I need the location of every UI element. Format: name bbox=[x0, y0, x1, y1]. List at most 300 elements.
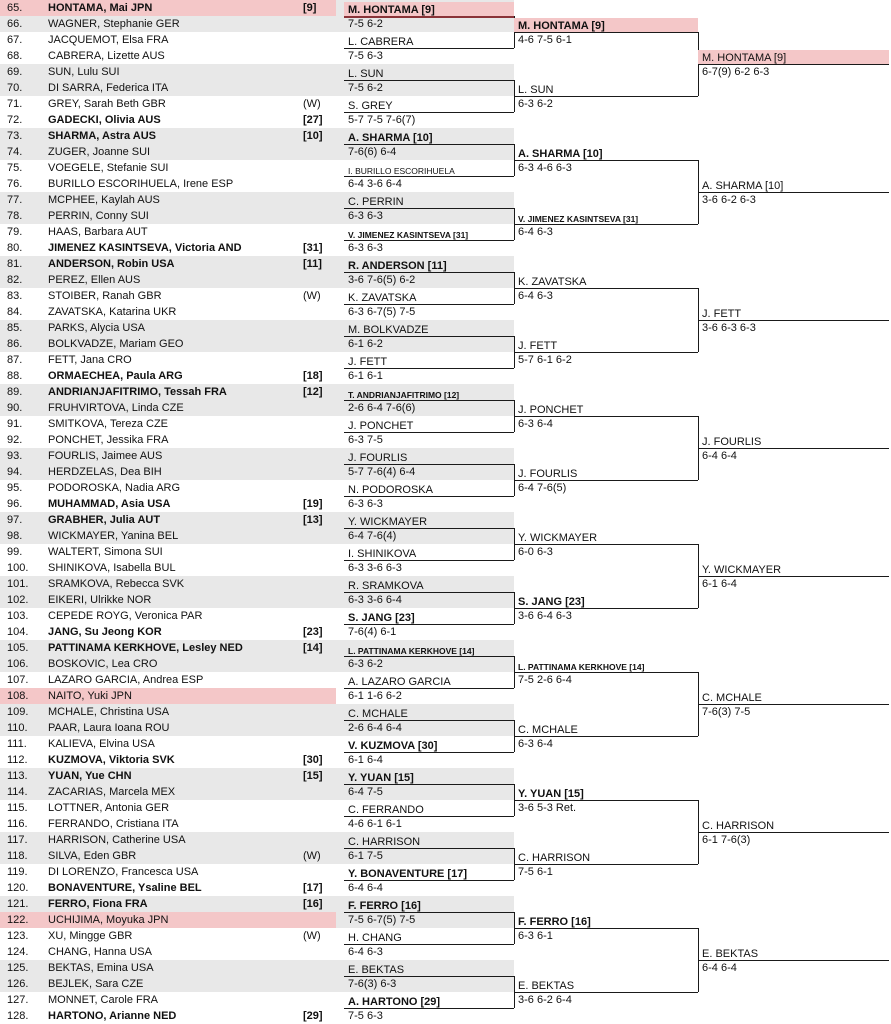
player-name: ZAVATSKA, Katarina UKR bbox=[48, 306, 177, 318]
player-row bbox=[0, 848, 514, 864]
player-name: LOTTNER, Antonia GER bbox=[48, 802, 170, 814]
player-name: PAAR, Laura Ioana ROU bbox=[48, 722, 170, 734]
winner-name: J. FETT bbox=[518, 340, 558, 352]
player-seed: [12] bbox=[303, 386, 323, 398]
round1-winner bbox=[344, 994, 514, 1009]
round1-winner bbox=[344, 578, 514, 593]
player-name: DI LORENZO, Francesca USA bbox=[48, 866, 199, 878]
player-row bbox=[0, 80, 514, 96]
player-number: 112. bbox=[7, 754, 28, 766]
match-score: 6-1 7-6(3) bbox=[702, 834, 751, 846]
player-number: 81. bbox=[7, 258, 23, 270]
player-number: 88. bbox=[7, 370, 23, 382]
round3-winner bbox=[698, 818, 889, 833]
player-row bbox=[0, 496, 514, 512]
player-name: PATTINAMA KERKHOVE, Lesley NED bbox=[48, 642, 243, 654]
match-score: 6-3 6-2 bbox=[518, 98, 553, 110]
player-seed: [13] bbox=[303, 514, 323, 526]
player-seed: [14] bbox=[303, 642, 323, 654]
winner-name: L. CABRERA bbox=[348, 36, 414, 48]
player-name: PODOROSKA, Nadia ARG bbox=[48, 482, 181, 494]
player-name: STOIBER, Ranah GBR bbox=[48, 290, 162, 302]
player-seed: [23] bbox=[303, 626, 323, 638]
winner-name: V. JIMENEZ KASINTSEVA [31] bbox=[518, 214, 639, 224]
match-score: 7-5 6-3 bbox=[348, 1010, 383, 1022]
player-row bbox=[0, 752, 514, 768]
match-score: 6-1 7-5 bbox=[348, 850, 383, 862]
player-number: 89. bbox=[7, 386, 23, 398]
player-number: 103. bbox=[7, 610, 29, 622]
match-score: 7-6(4) 6-1 bbox=[348, 626, 397, 638]
player-seed: [27] bbox=[303, 114, 323, 126]
winner-name: F. FERRO [16] bbox=[348, 900, 421, 912]
winner-name: J. PONCHET bbox=[518, 404, 584, 416]
match-score: 7-5 6-2 bbox=[348, 82, 383, 94]
winner-name: C. HARRISON bbox=[702, 820, 775, 832]
player-wildcard: (W) bbox=[303, 930, 321, 942]
player-name: JIMENEZ KASINTSEVA, Victoria AND bbox=[48, 242, 242, 254]
player-row bbox=[0, 976, 514, 992]
round1-winner bbox=[344, 770, 514, 785]
winner-name: Y. WICKMAYER bbox=[702, 564, 782, 576]
match-score: 7-5 6-2 bbox=[348, 18, 383, 30]
winner-name: C. PERRIN bbox=[348, 196, 404, 208]
player-name: CABRERA, Lizette AUS bbox=[48, 50, 165, 62]
player-seed: [10] bbox=[303, 130, 323, 142]
round1-winner bbox=[344, 962, 514, 977]
round2-winner bbox=[514, 82, 698, 97]
player-name: LAZARO GARCIA, Andrea ESP bbox=[48, 674, 204, 686]
player-number: 95. bbox=[7, 482, 23, 494]
match-score: 2-6 6-4 7-6(6) bbox=[348, 402, 416, 414]
player-number: 127. bbox=[7, 994, 29, 1006]
player-row bbox=[0, 400, 514, 416]
player-name: BURILLO ESCORIHUELA, Irene ESP bbox=[48, 178, 234, 190]
player-seed: [31] bbox=[303, 242, 323, 254]
player-name: GREY, Sarah Beth GBR bbox=[48, 98, 166, 110]
round3-winner bbox=[698, 434, 889, 449]
match-score: 5-7 7-5 7-6(7) bbox=[348, 114, 416, 126]
player-row bbox=[0, 880, 514, 896]
player-name: NAITO, Yuki JPN bbox=[48, 690, 132, 702]
match-score: 6-3 6-1 bbox=[518, 930, 553, 942]
match-score: 6-4 6-4 bbox=[702, 962, 737, 974]
match-score: 6-4 6-3 bbox=[518, 290, 553, 302]
match-score: 6-4 7-5 bbox=[348, 786, 383, 798]
player-name: MCPHEE, Kaylah AUS bbox=[48, 194, 160, 206]
player-name: FETT, Jana CRO bbox=[48, 354, 132, 366]
player-name: XU, Mingge GBR bbox=[48, 930, 133, 942]
player-number: 86. bbox=[7, 338, 23, 350]
player-name: PERRIN, Conny SUI bbox=[48, 210, 149, 222]
match-score: 6-3 6-7(5) 7-5 bbox=[348, 306, 416, 318]
round1-winner bbox=[344, 802, 514, 817]
player-number: 105. bbox=[7, 642, 29, 654]
match-score: 5-7 6-1 6-2 bbox=[518, 354, 572, 366]
player-name: BEKTAS, Emina USA bbox=[48, 962, 154, 974]
match-score: 3-6 6-4 6-3 bbox=[518, 610, 572, 622]
player-number: 113. bbox=[7, 770, 28, 782]
player-number: 122. bbox=[7, 914, 29, 926]
player-number: 121. bbox=[7, 898, 29, 910]
round3-winner bbox=[698, 690, 889, 705]
player-name: KUZMOVA, Viktoria SVK bbox=[48, 754, 175, 766]
winner-name: J. FOURLIS bbox=[702, 436, 762, 448]
player-name: HONTAMA, Mai JPN bbox=[48, 2, 153, 14]
round1-winner bbox=[344, 450, 514, 465]
round1-winner bbox=[344, 546, 514, 561]
winner-name: A. SHARMA [10] bbox=[702, 180, 784, 192]
player-row bbox=[0, 1008, 514, 1024]
player-name: HERDZELAS, Dea BIH bbox=[48, 466, 162, 478]
match-score: 6-7(9) 6-2 6-3 bbox=[702, 66, 770, 78]
round1-winner bbox=[344, 706, 514, 721]
winner-name: J. FOURLIS bbox=[518, 468, 578, 480]
player-number: 83. bbox=[7, 290, 23, 302]
round1-winner bbox=[344, 66, 514, 81]
round1-winner bbox=[344, 930, 514, 945]
player-number: 104. bbox=[7, 626, 29, 638]
round1-winner bbox=[344, 674, 514, 689]
winner-name: S. GREY bbox=[348, 100, 393, 112]
match-score: 3-6 6-2 6-3 bbox=[702, 194, 756, 206]
player-number: 70. bbox=[7, 82, 23, 94]
round1-winner bbox=[344, 418, 514, 433]
round1-winner bbox=[344, 482, 514, 497]
player-number: 66. bbox=[7, 18, 23, 30]
player-row bbox=[0, 48, 514, 64]
player-name: HAAS, Barbara AUT bbox=[48, 226, 148, 238]
player-number: 118. bbox=[7, 850, 28, 862]
player-number: 74. bbox=[7, 146, 23, 158]
player-row bbox=[0, 560, 514, 576]
player-name: ORMAECHEA, Paula ARG bbox=[48, 370, 183, 382]
player-row bbox=[0, 688, 514, 704]
player-number: 120. bbox=[7, 882, 29, 894]
player-number: 73. bbox=[7, 130, 23, 142]
winner-name: T. ANDRIANJAFITRIMO [12] bbox=[348, 390, 460, 400]
player-number: 125. bbox=[7, 962, 29, 974]
player-row bbox=[0, 912, 514, 928]
match-score: 3-6 7-6(5) 6-2 bbox=[348, 274, 416, 286]
winner-name: C. HARRISON bbox=[518, 852, 591, 864]
player-row bbox=[0, 464, 514, 480]
round1-winner bbox=[344, 834, 514, 849]
player-row bbox=[0, 336, 514, 352]
player-name: FRUHVIRTOVA, Linda CZE bbox=[48, 402, 184, 414]
winner-name: J. FOURLIS bbox=[348, 452, 408, 464]
player-number: 92. bbox=[7, 434, 23, 446]
player-number: 78. bbox=[7, 210, 23, 222]
player-number: 82. bbox=[7, 274, 23, 286]
match-score: 7-5 6-3 bbox=[348, 50, 383, 62]
player-row bbox=[0, 272, 514, 288]
round2-winner bbox=[514, 210, 698, 225]
player-seed: [11] bbox=[303, 258, 322, 270]
player-number: 114. bbox=[7, 786, 28, 798]
winner-name: Y. YUAN [15] bbox=[348, 772, 414, 784]
player-number: 116. bbox=[7, 818, 28, 830]
player-name: BONAVENTURE, Ysaline BEL bbox=[48, 882, 202, 894]
player-seed: [18] bbox=[303, 370, 323, 382]
player-name: MONNET, Carole FRA bbox=[48, 994, 159, 1006]
winner-name: H. CHANG bbox=[348, 932, 402, 944]
player-number: 111. bbox=[7, 738, 27, 750]
player-name: SRAMKOVA, Rebecca SVK bbox=[48, 578, 185, 590]
winner-name: E. BEKTAS bbox=[518, 980, 575, 992]
match-score: 6-0 6-3 bbox=[518, 546, 553, 558]
match-score: 6-4 6-4 bbox=[348, 882, 383, 894]
round2-winner bbox=[514, 338, 698, 353]
player-number: 115. bbox=[7, 802, 28, 814]
round1-winner bbox=[344, 2, 514, 18]
player-name: GADECKI, Olivia AUS bbox=[48, 114, 161, 126]
match-score: 7-5 6-7(5) 7-5 bbox=[348, 914, 416, 926]
round3-winner bbox=[698, 50, 889, 65]
match-score: 6-1 6-1 bbox=[348, 370, 383, 382]
winner-name: M. HONTAMA [9] bbox=[348, 4, 435, 16]
round1-winner bbox=[344, 866, 514, 881]
match-score: 6-1 1-6 6-2 bbox=[348, 690, 402, 702]
player-row bbox=[0, 432, 514, 448]
player-name: BOSKOVIC, Lea CRO bbox=[48, 658, 158, 670]
player-number: 119. bbox=[7, 866, 28, 878]
player-name: GRABHER, Julia AUT bbox=[48, 514, 161, 526]
winner-name: L. SUN bbox=[518, 84, 554, 96]
match-score: 3-6 6-3 6-3 bbox=[702, 322, 756, 334]
player-name: KALIEVA, Elvina USA bbox=[48, 738, 155, 750]
match-score: 6-3 6-4 bbox=[518, 418, 553, 430]
player-number: 128. bbox=[7, 1010, 29, 1022]
player-name: SMITKOVA, Tereza CZE bbox=[48, 418, 169, 430]
winner-name: J. FETT bbox=[348, 356, 388, 368]
winner-name: Y. YUAN [15] bbox=[518, 788, 584, 800]
player-number: 71. bbox=[7, 98, 23, 110]
round3-winner bbox=[698, 562, 889, 577]
player-number: 110. bbox=[7, 722, 28, 734]
match-score: 7-6(6) 6-4 bbox=[348, 146, 397, 158]
winner-name: J. FETT bbox=[702, 308, 742, 320]
player-name: FOURLIS, Jaimee AUS bbox=[48, 450, 163, 462]
player-name: ANDERSON, Robin USA bbox=[48, 258, 175, 270]
player-name: PONCHET, Jessika FRA bbox=[48, 434, 169, 446]
winner-name: S. JANG [23] bbox=[348, 612, 415, 624]
match-score: 7-6(3) 7-5 bbox=[702, 706, 751, 718]
winner-name: C. MCHALE bbox=[518, 724, 578, 736]
round2-winner bbox=[514, 978, 698, 993]
round1-winner bbox=[344, 258, 514, 273]
match-score: 6-4 6-3 bbox=[518, 226, 553, 238]
winner-name: K. ZAVATSKA bbox=[348, 292, 417, 304]
player-number: 94. bbox=[7, 466, 23, 478]
player-number: 93. bbox=[7, 450, 23, 462]
round2-winner bbox=[514, 658, 698, 673]
match-score: 4-6 7-5 6-1 bbox=[518, 34, 572, 46]
match-score: 7-5 2-6 6-4 bbox=[518, 674, 572, 686]
match-score: 2-6 6-4 6-4 bbox=[348, 722, 402, 734]
round1-winner bbox=[344, 386, 514, 401]
winner-name: R. ANDERSON [11] bbox=[348, 260, 447, 272]
player-seed: [16] bbox=[303, 898, 323, 910]
player-number: 75. bbox=[7, 162, 23, 174]
round3-winner bbox=[698, 178, 889, 193]
match-score: 6-3 3-6 6-3 bbox=[348, 562, 402, 574]
player-number: 123. bbox=[7, 930, 29, 942]
winner-name: F. FERRO [16] bbox=[518, 916, 591, 928]
match-score: 7-6(3) 6-3 bbox=[348, 978, 397, 990]
match-score: 6-4 7-6(4) bbox=[348, 530, 397, 542]
player-name: PARKS, Alycia USA bbox=[48, 322, 145, 334]
player-row bbox=[0, 656, 514, 672]
match-score: 6-3 4-6 6-3 bbox=[518, 162, 572, 174]
player-name: SILVA, Eden GBR bbox=[48, 850, 137, 862]
player-row bbox=[0, 784, 514, 800]
match-score: 3-6 5-3 Ret. bbox=[518, 802, 577, 814]
player-name: SHARMA, Astra AUS bbox=[48, 130, 156, 142]
match-score: 6-1 6-4 bbox=[348, 754, 383, 766]
winner-name: C. MCHALE bbox=[348, 708, 408, 720]
player-seed: [17] bbox=[303, 882, 323, 894]
winner-name: L. PATTINAMA KERKHOVE [14] bbox=[348, 646, 475, 656]
player-seed: [15] bbox=[303, 770, 323, 782]
player-row bbox=[0, 528, 514, 544]
player-name: JACQUEMOT, Elsa FRA bbox=[48, 34, 169, 46]
round1-winner bbox=[344, 322, 514, 337]
round2-winner bbox=[514, 402, 698, 417]
match-score: 6-4 6-3 bbox=[348, 946, 383, 958]
player-row bbox=[0, 624, 514, 640]
player-number: 102. bbox=[7, 594, 29, 606]
round1-winner bbox=[344, 514, 514, 529]
player-number: 68. bbox=[7, 50, 23, 62]
round2-winner bbox=[514, 274, 698, 289]
winner-name: L. SUN bbox=[348, 68, 384, 80]
match-score: 6-4 7-6(5) bbox=[518, 482, 567, 494]
winner-name: M. HONTAMA [9] bbox=[702, 52, 787, 64]
round1-winner bbox=[344, 162, 514, 177]
player-number: 77. bbox=[7, 194, 23, 206]
match-score: 6-3 6-3 bbox=[348, 498, 383, 510]
player-row bbox=[0, 240, 514, 256]
match-score: 4-6 6-1 6-1 bbox=[348, 818, 402, 830]
player-name: YUAN, Yue CHN bbox=[48, 770, 132, 782]
winner-name: V. KUZMOVA [30] bbox=[348, 740, 438, 752]
round3-winner bbox=[698, 946, 889, 961]
round1-winner bbox=[344, 354, 514, 369]
player-name: FERRANDO, Cristiana ITA bbox=[48, 818, 179, 830]
player-number: 65. bbox=[7, 2, 23, 14]
round1-winner bbox=[344, 290, 514, 305]
player-row bbox=[0, 944, 514, 960]
winner-name: V. JIMENEZ KASINTSEVA [31] bbox=[348, 230, 469, 240]
match-score: 5-7 7-6(4) 6-4 bbox=[348, 466, 416, 478]
player-name: PEREZ, Ellen AUS bbox=[48, 274, 141, 286]
player-number: 85. bbox=[7, 322, 23, 334]
winner-name: A. SHARMA [10] bbox=[518, 148, 603, 160]
player-name: CEPEDE ROYG, Veronica PAR bbox=[48, 610, 203, 622]
match-score: 6-3 6-2 bbox=[348, 658, 383, 670]
player-seed: [30] bbox=[303, 754, 323, 766]
round2-winner bbox=[514, 146, 698, 161]
player-name: UCHIJIMA, Moyuka JPN bbox=[48, 914, 169, 926]
player-name: CHANG, Hanna USA bbox=[48, 946, 152, 958]
player-row bbox=[0, 368, 514, 384]
round2-winner bbox=[514, 786, 698, 801]
player-seed: [29] bbox=[303, 1010, 323, 1022]
player-name: WAGNER, Stephanie GER bbox=[48, 18, 180, 30]
player-number: 107. bbox=[7, 674, 29, 686]
player-number: 90. bbox=[7, 402, 23, 414]
player-number: 91. bbox=[7, 418, 23, 430]
match-score: 6-4 3-6 6-4 bbox=[348, 178, 402, 190]
round1-winner bbox=[344, 226, 514, 241]
player-number: 84. bbox=[7, 306, 23, 318]
player-seed: [9] bbox=[303, 2, 317, 14]
player-name: WICKMAYER, Yanina BEL bbox=[48, 530, 179, 542]
match-score: 6-4 6-4 bbox=[702, 450, 737, 462]
player-name: SUN, Lulu SUI bbox=[48, 66, 120, 78]
player-number: 87. bbox=[7, 354, 23, 366]
winner-name: C. FERRANDO bbox=[348, 804, 424, 816]
player-number: 72. bbox=[7, 114, 23, 126]
player-number: 79. bbox=[7, 226, 23, 238]
match-score: 6-3 3-6 6-4 bbox=[348, 594, 402, 606]
round2-winner bbox=[514, 594, 698, 609]
winner-name: N. PODOROSKA bbox=[348, 484, 433, 496]
winner-name: C. HARRISON bbox=[348, 836, 421, 848]
round1-winner bbox=[344, 98, 514, 113]
player-row bbox=[0, 112, 514, 128]
player-number: 67. bbox=[7, 34, 23, 46]
winner-name: L. PATTINAMA KERKHOVE [14] bbox=[518, 662, 645, 672]
player-wildcard: (W) bbox=[303, 98, 321, 110]
round1-winner bbox=[344, 610, 514, 625]
round2-winner bbox=[514, 466, 698, 481]
player-number: 76. bbox=[7, 178, 23, 190]
winner-name: J. PONCHET bbox=[348, 420, 414, 432]
player-row bbox=[0, 208, 514, 224]
player-row bbox=[0, 16, 514, 32]
winner-name: E. BEKTAS bbox=[348, 964, 405, 976]
player-name: ZUGER, Joanne SUI bbox=[48, 146, 151, 158]
player-name: FERRO, Fiona FRA bbox=[48, 898, 148, 910]
winner-name: M. HONTAMA [9] bbox=[518, 20, 605, 32]
player-name: SHINIKOVA, Isabella BUL bbox=[48, 562, 176, 574]
player-row bbox=[0, 304, 514, 320]
player-number: 100. bbox=[7, 562, 29, 574]
player-name: BEJLEK, Sara CZE bbox=[48, 978, 144, 990]
winner-name: A. SHARMA [10] bbox=[348, 132, 433, 144]
winner-name: I. SHINIKOVA bbox=[348, 548, 417, 560]
player-row bbox=[0, 720, 514, 736]
match-score: 6-3 6-4 bbox=[518, 738, 553, 750]
player-wildcard: (W) bbox=[303, 290, 321, 302]
player-name: HARRISON, Catherine USA bbox=[48, 834, 186, 846]
player-number: 98. bbox=[7, 530, 23, 542]
round2-winner bbox=[514, 18, 698, 33]
match-score: 3-6 6-2 6-4 bbox=[518, 994, 572, 1006]
player-name: ZACARIAS, Marcela MEX bbox=[48, 786, 176, 798]
winner-name: M. BOLKVADZE bbox=[348, 324, 429, 336]
player-number: 126. bbox=[7, 978, 29, 990]
player-number: 69. bbox=[7, 66, 23, 78]
player-row bbox=[0, 592, 514, 608]
player-name: WALTERT, Simona SUI bbox=[48, 546, 163, 558]
winner-name: Y. WICKMAYER bbox=[348, 516, 428, 528]
winner-name: K. ZAVATSKA bbox=[518, 276, 587, 288]
player-seed: [19] bbox=[303, 498, 323, 510]
round1-winner bbox=[344, 194, 514, 209]
